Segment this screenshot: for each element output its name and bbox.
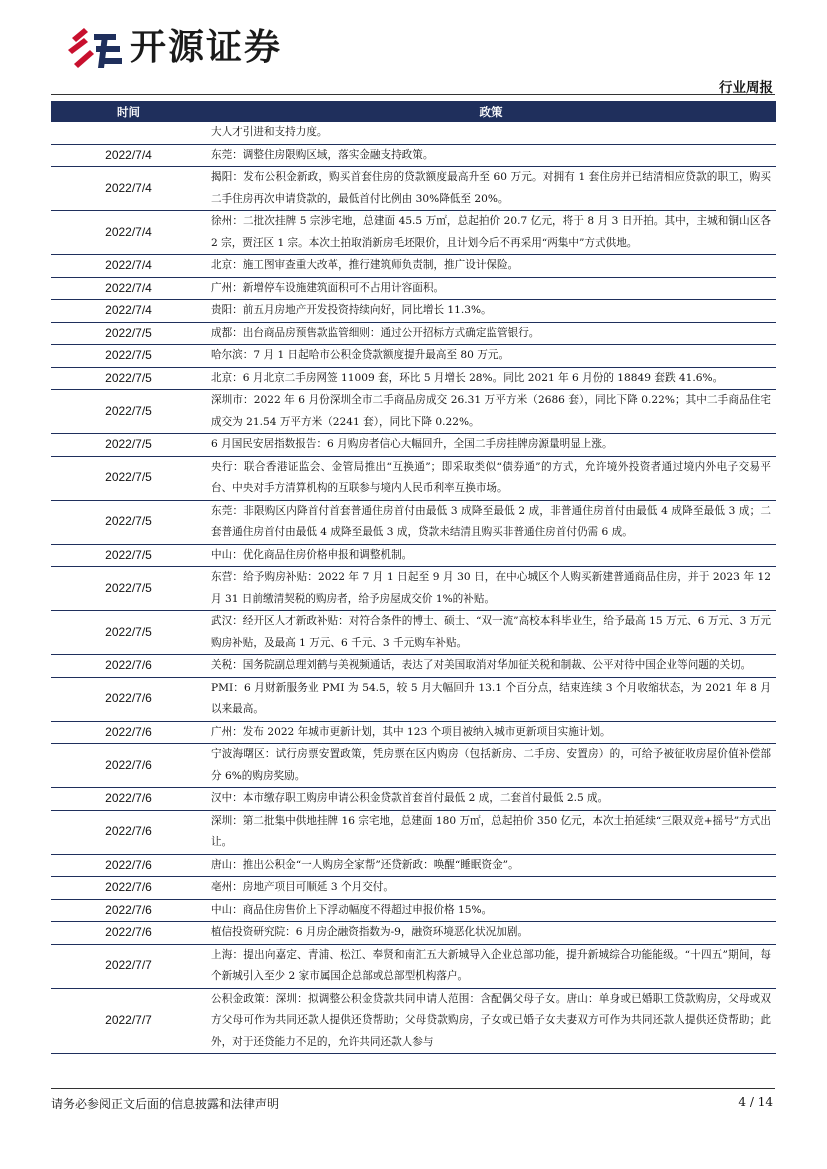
row-policy: 关税：国务院副总理刘鹤与美视频通话，表达了对美国取消对华加征关税和制裁、公平对待中国企业等问题的关切。 — [206, 655, 776, 678]
table-row — [51, 899, 776, 922]
row-date: 2022/7/6 — [51, 854, 206, 877]
row-policy: 深圳：第二批集中供地挂牌 16 宗宅地，总建面 180 万㎡，总起拍价 350 亿元，本次土拍延续“三限双竞+摇号”方式出让。 — [206, 810, 776, 854]
row-date: 2022/7/6 — [51, 721, 206, 744]
row-date: 2022/7/6 — [51, 655, 206, 678]
row-date: 2022/7/5 — [51, 345, 206, 368]
row-policy: 东营：给予购房补贴：2022 年 7 月 1 日起至 9 月 30 日，在中心城区个人购买新建普通商品住房，并于 2023 年 12 月 31 日前缴清契税的购房者，给予房屋成交价 1%的补贴。 — [206, 567, 776, 611]
table-row — [51, 810, 776, 854]
logo-text: 开源证券 — [130, 27, 283, 68]
table-row — [51, 854, 776, 877]
row-policy: 东莞：调整住房限购区域，落实金融支持政策。 — [206, 144, 776, 167]
row-date: 2022/7/7 — [51, 944, 206, 988]
table-row — [51, 144, 776, 167]
table-row — [51, 611, 776, 655]
table-row — [51, 434, 776, 457]
row-policy: 中山：商品住房售价上下浮动幅度不得超过申报价格 15%。 — [206, 899, 776, 922]
row-date: 2022/7/4 — [51, 277, 206, 300]
table-row — [51, 788, 776, 811]
table-row — [51, 300, 776, 323]
row-policy: 哈尔滨：7 月 1 日起哈市公积金贷款额度提升最高至 80 万元。 — [206, 345, 776, 368]
table-row — [51, 122, 776, 144]
table-row — [51, 211, 776, 255]
table-row — [51, 567, 776, 611]
row-date: 2022/7/6 — [51, 877, 206, 900]
row-policy: 6 月国民安居指数报告：6 月购房者信心大幅回升，全国二手房挂牌房源量明显上涨。 — [206, 434, 776, 457]
row-policy: PMI：6 月财新服务业 PMI 为 54.5，较 5 月大幅回升 13.1 个百分点，结束连续 3 个月收缩状态，为 2021 年 8 月以来最高。 — [206, 677, 776, 721]
table-row — [51, 167, 776, 211]
row-date — [51, 122, 206, 144]
table-row — [51, 277, 776, 300]
row-policy: 汉中：本市缴存职工购房申请公积金贷款首套首付最低 2 成，二套首付最低 2.5 成。 — [206, 788, 776, 811]
row-policy: 央行：联合香港证监会、金管局推出“互换通”；即采取类似“债券通”的方式，允许境外投资者通过境内外电子交易平台、中央对手方清算机构的互联参与境内人民币利率互换市场。 — [206, 456, 776, 500]
row-policy: 成都：出台商品房预售款监管细则：通过公开招标方式确定监管银行。 — [206, 322, 776, 345]
table-header-row — [51, 101, 776, 122]
table-row — [51, 922, 776, 945]
row-date: 2022/7/5 — [51, 500, 206, 544]
table-row — [51, 544, 776, 567]
row-date: 2022/7/6 — [51, 922, 206, 945]
table-row — [51, 655, 776, 678]
table-row — [51, 988, 776, 1054]
row-date: 2022/7/6 — [51, 744, 206, 788]
row-policy: 武汉：经开区人才新政补贴：对符合条件的博士、硕士、“双一流”高校本科毕业生，给予最高 15 万元、6 万元、3 万元购房补贴，及最高 1 万元、6 千元、3 千元购车补贴。 — [206, 611, 776, 655]
row-policy: 广州：新增停车设施建筑面积可不占用计容面积。 — [206, 277, 776, 300]
footer-disclaimer: 请务必参阅正文后面的信息披露和法律声明 — [51, 1097, 280, 1111]
row-date: 2022/7/5 — [51, 567, 206, 611]
table-row — [51, 500, 776, 544]
row-date: 2022/7/5 — [51, 544, 206, 567]
row-policy: 大人才引进和支持力度。 — [206, 122, 776, 144]
table-row — [51, 345, 776, 368]
row-policy: 贵阳：前五月房地产开发投资持续向好，同比增长 11.3%。 — [206, 300, 776, 323]
row-date: 2022/7/5 — [51, 456, 206, 500]
row-date: 2022/7/4 — [51, 300, 206, 323]
logo — [66, 24, 282, 72]
row-policy: 唐山：推出公积金“一人购房全家帮”还贷新政：唤醒“睡眠资金”。 — [206, 854, 776, 877]
row-date: 2022/7/6 — [51, 899, 206, 922]
table-row — [51, 390, 776, 434]
table-row — [51, 322, 776, 345]
table-row — [51, 677, 776, 721]
row-policy: 广州：发布 2022 年城市更新计划，其中 123 个项目被纳入城市更新项目实施计划。 — [206, 721, 776, 744]
page-number: 4 / 14 — [738, 1095, 773, 1109]
row-date: 2022/7/6 — [51, 810, 206, 854]
row-date: 2022/7/5 — [51, 322, 206, 345]
row-policy: 东莞：非限购区内降首付首套普通住房首付由最低 3 成降至最低 2 成，非普通住房首付由最低 4 成降至最低 3 成；二套普通住房首付由最低 4 成降至最低 3 成，贷款未结清且购买非普通住房首付仍需 6 成。 — [206, 500, 776, 544]
row-policy: 徐州：二批次挂牌 5 宗涉宅地，总建面 45.5 万㎡，总起拍价 20.7 亿元，将于 8 月 3 日开拍。其中，主城和铜山区各 2 宗，贾汪区 1 宗。本次土拍取消新房毛坯限价，且计划今后不再采用“两集中”方式供地。 — [206, 211, 776, 255]
row-date: 2022/7/4 — [51, 211, 206, 255]
table-row — [51, 255, 776, 278]
row-policy: 深圳市：2022 年 6 月份深圳全市二手商品房成交 26.31 万平方米（2686 套），同比下降 0.22%；其中二手商品住宅成交为 21.54 万平方米（2241 套），同比下降 0.22%。 — [206, 390, 776, 434]
row-date: 2022/7/4 — [51, 167, 206, 211]
report-type-label: 行业周报 — [719, 80, 773, 96]
row-date: 2022/7/5 — [51, 367, 206, 390]
table-row — [51, 367, 776, 390]
company-logo-icon — [66, 24, 124, 72]
row-date: 2022/7/5 — [51, 390, 206, 434]
row-policy: 公积金政策：深圳：拟调整公积金贷款共同申请人范围：含配偶父母子女。唐山：单身或已婚职工贷款购房，父母或双方父母可作为共同还款人提供还贷帮助；父母贷款购房，子女或已婚子女夫妻双方可作为共同还款人提供还贷帮助；此外，对于还贷能力不足的，允许共同还款人参与 — [206, 988, 776, 1054]
column-header-time: 时间 — [51, 101, 206, 122]
row-policy: 中山：优化商品住房价格申报和调整机制。 — [206, 544, 776, 567]
row-policy: 植信投资研究院：6 月房企融资指数为-9，融资环境恶化状况加剧。 — [206, 922, 776, 945]
row-policy: 北京：施工图审查重大改革，推行建筑师负责制，推广设计保险。 — [206, 255, 776, 278]
policy-table — [51, 101, 776, 1054]
table-row — [51, 456, 776, 500]
table-row — [51, 744, 776, 788]
row-date: 2022/7/6 — [51, 677, 206, 721]
row-policy: 亳州：房地产项目可顺延 3 个月交付。 — [206, 877, 776, 900]
column-header-policy: 政策 — [206, 101, 776, 122]
table-row — [51, 721, 776, 744]
table-row — [51, 877, 776, 900]
row-date: 2022/7/4 — [51, 255, 206, 278]
row-date: 2022/7/6 — [51, 788, 206, 811]
row-policy: 揭阳：发布公积金新政，购买首套住房的贷款额度最高升至 60 万元。对拥有 1 套住房并已结清相应贷款的职工，购买二手住房再次申请贷款的，最低首付比例由 30%降低至 20%。 — [206, 167, 776, 211]
row-date: 2022/7/7 — [51, 988, 206, 1054]
row-policy: 上海：提出向嘉定、青浦、松江、奉贤和南汇五大新城导入企业总部功能，提升新城综合功能能级。“十四五”期间，每个新城引入至少 2 家市属国企总部或总部型机构落户。 — [206, 944, 776, 988]
header-divider — [51, 94, 775, 95]
footer-divider — [51, 1088, 775, 1089]
table-row — [51, 944, 776, 988]
row-policy: 宁波海曙区：试行房票安置政策，凭房票在区内购房（包括新房、二手房、安置房）的，可给予被征收房屋价值补偿部分 6%的购房奖励。 — [206, 744, 776, 788]
row-date: 2022/7/4 — [51, 144, 206, 167]
row-date: 2022/7/5 — [51, 434, 206, 457]
row-date: 2022/7/5 — [51, 611, 206, 655]
row-policy: 北京：6 月北京二手房网签 11009 套，环比 5 月增长 28%。同比 2021 年 6 月份的 18849 套跌 41.6%。 — [206, 367, 776, 390]
